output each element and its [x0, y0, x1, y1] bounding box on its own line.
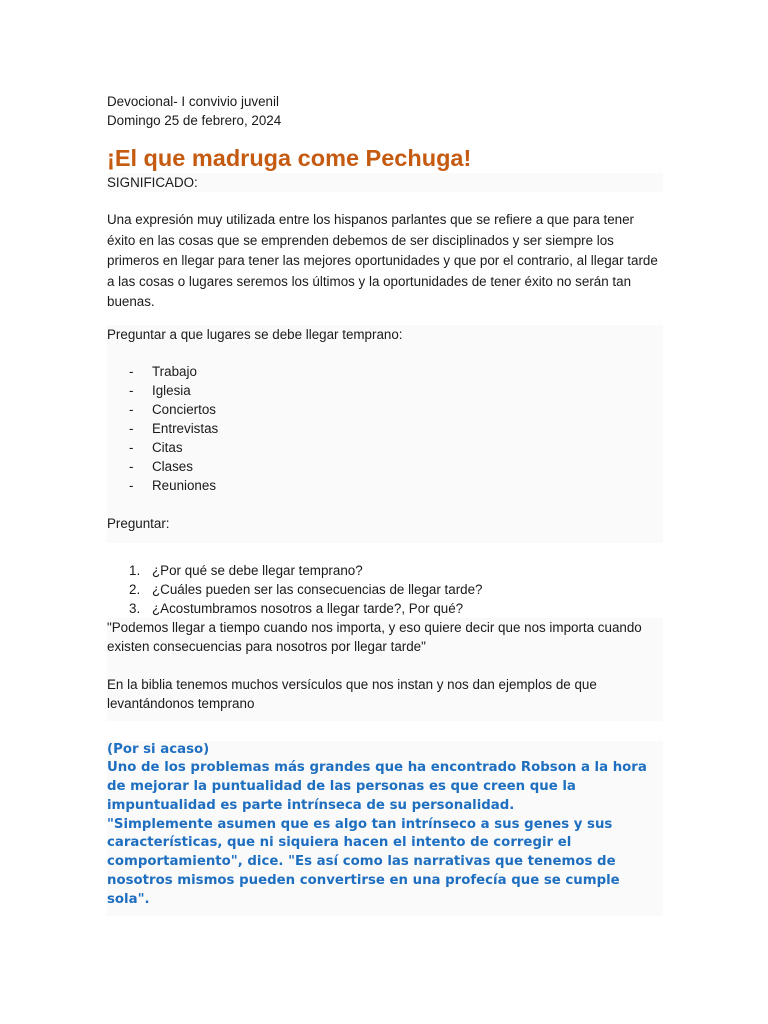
questions-list: [107, 561, 663, 618]
document-page: [107, 92, 663, 916]
dash-bullet: -: [129, 420, 134, 436]
list-item: - Trabajo: [129, 363, 197, 379]
list-item: 1. ¿Por qué se debe llegar temprano?: [129, 562, 363, 578]
quote-paragraph: "Podemos llegar a tiempo cuando nos importa, y eso quiere decir que nos importa cuando existen consecuencias para nosotros por llegar tarde": [107, 619, 642, 654]
dash-bullet: -: [129, 458, 134, 474]
list-item: - Clases: [129, 458, 193, 474]
preguntar-label: Preguntar:: [107, 515, 170, 531]
list-item: 3. ¿Acostumbramos nosotros a llegar tarde?, Por qué?: [129, 600, 464, 616]
por-si-acaso-paragraph-1: Uno de los problemas más grandes que ha encontrado Robson a la hora de mejorar la puntualidad de las personas es que creen que la impuntualidad es parte intrínseca de su personalidad.: [107, 760, 647, 813]
significado-label: SIGNIFICADO:: [107, 173, 663, 192]
list-item: - Entrevistas: [129, 420, 219, 436]
dash-bullet: -: [129, 401, 134, 417]
header-date: Domingo 25 de febrero, 2024: [107, 113, 282, 128]
quote-bible-section: [107, 618, 663, 721]
dash-bullet: -: [129, 382, 134, 398]
significado-paragraph: Una expresión muy utilizada entre los hispanos parlantes que se refiere a que para tener éxito en las cosas que se emprenden debemos de ser disciplinados y ser siempre los primeros en llegar para tener las mejores oportunidades y que por el contrario, al llegar tarde a las cosas o lugares seremos los últimos y la oportunidades de tener éxito no serán tan buenas.: [107, 212, 658, 309]
list-item: - Reuniones: [129, 477, 217, 493]
list-item: - Conciertos: [129, 401, 217, 417]
list-item: 2. ¿Cuáles pueden ser las consecuencias de llegar tarde?: [129, 581, 483, 597]
bible-paragraph: En la biblia tenemos muchos versículos que nos instan y nos dan ejemplos de que levantándonos temprano: [107, 676, 597, 711]
lugares-prompt: Preguntar a que lugares se debe llegar temprano:: [107, 326, 403, 342]
list-number: 2.: [129, 581, 141, 597]
document-title: ¡El que madruga come Pechuga!: [107, 145, 472, 171]
por-si-acaso-heading: (Por si acaso): [107, 741, 210, 757]
por-si-acaso-paragraph-2: "Simplemente asumen que es algo tan intrínseco a sus genes y sus características, que ni siquiera hacen el intento de corregir el comportamiento", dice. "Es así como las narrativas que tenemos de nosotros mismos pueden convertirse en una profecía que se cumple sola".: [107, 816, 620, 907]
lugares-list: [107, 362, 663, 495]
list-number: 1.: [129, 562, 141, 578]
header-line-1: Devocional- I convivio juvenil: [107, 94, 279, 109]
por-si-acaso-section: [107, 741, 663, 916]
list-item: - Iglesia: [129, 382, 191, 398]
lugares-section: [107, 325, 663, 543]
dash-bullet: -: [129, 477, 134, 493]
dash-bullet: -: [129, 363, 134, 379]
list-number: 3.: [129, 600, 141, 616]
dash-bullet: -: [129, 439, 134, 455]
list-item: - Citas: [129, 439, 183, 455]
